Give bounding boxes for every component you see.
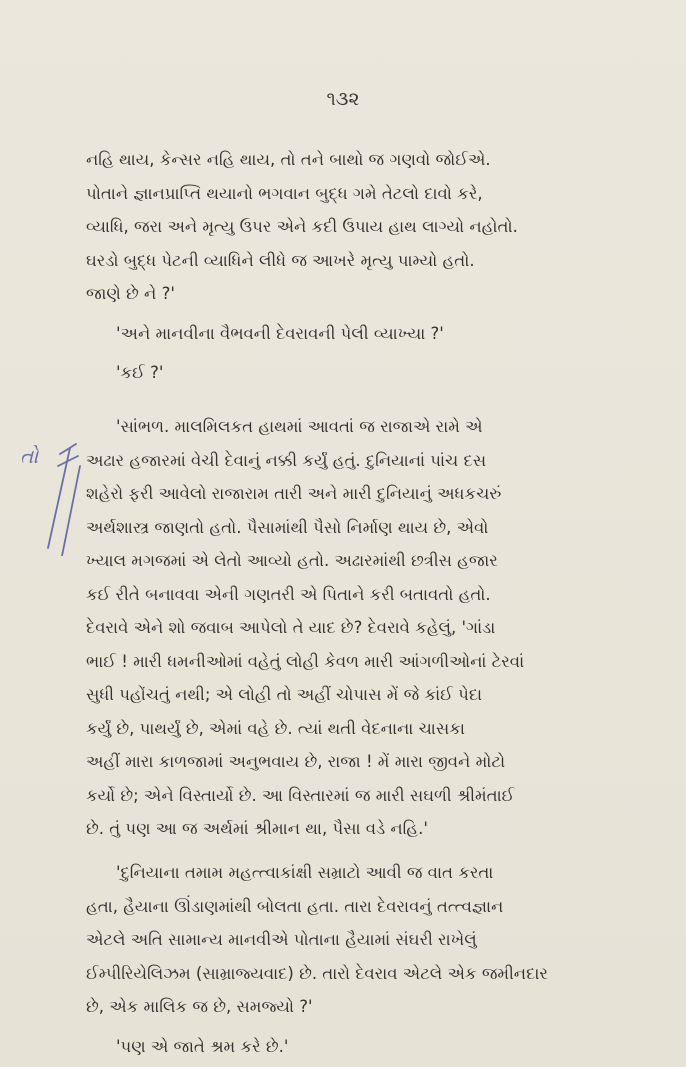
text-line: 'પણ એ જાતે શ્રમ કરે છે.' xyxy=(116,1037,289,1056)
text-line: ઈમ્પીરિયેલિઝમ (સામ્રાજ્યવાદ) છે. તારો દેવરાવ એટલે એક જમીનદાર xyxy=(86,963,548,983)
paragraph-3 xyxy=(86,356,658,390)
text-line: ખ્યાલ મગજમાં એ લેતો આવ્યો હતો. અઢારમાંથી છત્રીસ હજાર xyxy=(86,551,498,570)
text-line: એટલે અતિ સામાન્ય માનવીએ પોતાના હૈયામાં સંઘરી રાખેલું xyxy=(86,930,477,949)
text-line: કઈ રીતે બનાવવા એની ગણતરી એ પિતાને કરી બતાવતો હતો. xyxy=(86,584,491,604)
paragraph-6 xyxy=(86,1030,658,1064)
text-line: નહિ થાય, કેન્સર નહિ થાય, તો તને બાથો જ ગણવો જોઈએ. xyxy=(86,150,491,169)
text-line: જાણે છે ને ?' xyxy=(86,284,175,303)
page-number: ૧૩૨ xyxy=(326,88,360,110)
text-line: છે, એક માલિક જ છે, સમજ્યો ?' xyxy=(86,997,313,1016)
text-line: સુધી પહોંચતું નથી; એ લોહી તો અહીં ચોપાસ મેં જે કાંઈ પેદા xyxy=(86,685,483,704)
text-line: દેવરાવે એને શો જવાબ આપેલો તે યાદ છે? દેવરાવે કહેલું, 'ગાંડા xyxy=(86,618,496,637)
text-line: છે. તું પણ આ જ અર્થમાં શ્રીમાન થા, પૈસા વડે નહિ.' xyxy=(86,819,428,838)
text-line: વ્યાધિ, જરા અને મૃત્યુ ઉપર એને કદી ઉપાય હાથ લાગ્યો નહોતો. xyxy=(86,217,518,236)
paragraph-5 xyxy=(86,856,658,1024)
paragraph-4 xyxy=(86,410,658,846)
text-line: કર્યો છે; એને વિસ્તાર્યો છે. આ વિસ્તારમાં જ મારી સઘળી શ્રીમંતાઈ xyxy=(86,785,515,805)
text-line: કર્યું છે, પાથર્યું છે, એમાં વહે છે. ત્યાં થતી વેદનાના ચાસકા xyxy=(86,718,465,738)
margin-note-text: તો xyxy=(20,444,39,468)
paragraph-1 xyxy=(86,143,658,311)
text-line: 'દુનિયાના તમામ મહત્ત્વાકાંક્ષી સમ્રાટો આવી જ વાત કરતા xyxy=(116,863,494,882)
text-line: 'કઈ ?' xyxy=(116,363,164,382)
paragraph-2 xyxy=(86,317,658,351)
text-line: ઘરડો બુદ્ધ પેટની વ્યાધિને લીધે જ આખરે મૃત્યુ પામ્યો હતો. xyxy=(86,250,475,270)
text-line: ભાઈ ! મારી ધમનીઓમાં વહેતું લોહી કેવળ મારી આંગળીઓનાં ટેરવાં xyxy=(86,651,525,671)
text-line: અઢાર હજારમાં વેચી દેવાનું નક્કી કર્યું હતું. દુનિયાનાં પાંચ દસ xyxy=(86,450,487,470)
text-line: હતા, હૈયાના ઊંડાણમાંથી બોલતા હતા. તારા દેવરાવનું તત્ત્વજ્ઞાન xyxy=(86,896,504,916)
text-line: પોતાને જ્ઞાનપ્રાપ્તિ થયાનો ભગવાન બુદ્ધ ગમે તેટલો દાવો કરે, xyxy=(86,183,483,203)
text-line: 'અને માનવીના વૈભવની દેવરાવની પેલી વ્યાખ્યા ?' xyxy=(116,324,444,343)
text-line: શહેરો ફરી આવેલો રાજારામ તારી અને મારી દુનિયાનું અધકચરું xyxy=(86,484,502,503)
margin-annotation xyxy=(18,436,88,556)
text-line: 'સાંભળ. માલમિલકત હાથમાં આવતાં જ રાજાએ રામે એ xyxy=(116,417,483,436)
text-line: અહીં મારા કાળજામાં અનુભવાય છે, રાજા ! મેં મારા જીવને મોટો xyxy=(86,752,506,771)
text-line: અર્થશાસ્ત્ર જાણતો હતો. પૈસામાંથી પૈસો નિર્માણ થાય છે, એવો xyxy=(86,517,489,537)
